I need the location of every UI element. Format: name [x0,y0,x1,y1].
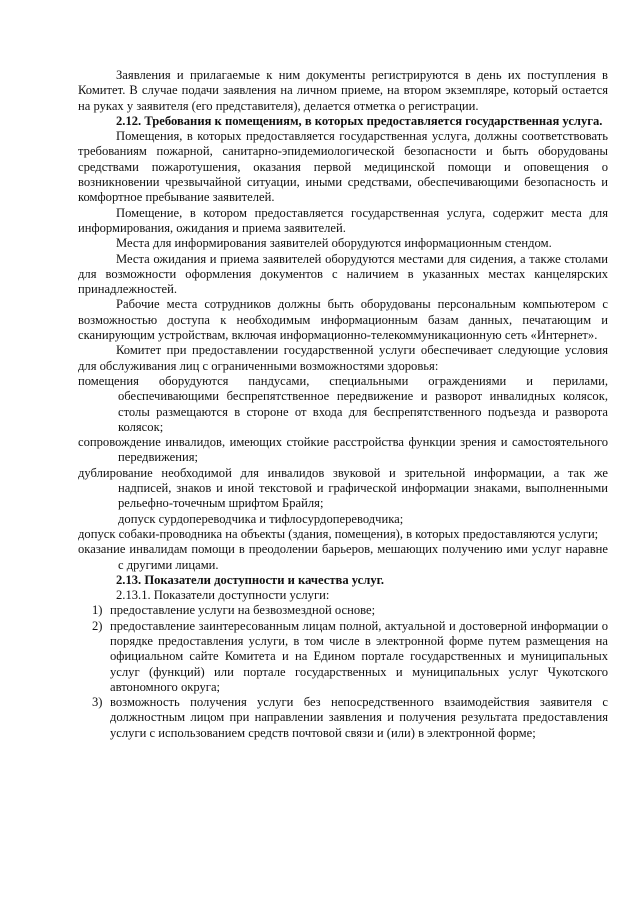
condition-braille: дублирование необходимой для инвалидов звуковой и зрительной информации, а так же надписей, знаков и иной текстовой и графической информации знаками, выполненными рельефно-точечным шрифтом Брайля; [78,465,608,511]
heading-2-12: 2.12. Требования к помещениям, в которых предоставляется государственная услуга. [116,113,603,128]
heading-2-13: 2.13. Показатели доступности и качества услуг. [116,572,385,587]
list-item [78,695,608,741]
condition-escort: сопровождение инвалидов, имеющих стойкие расстройства функции зрения и самостоятельного передвижения; [78,435,608,465]
paragraph-premises-requirements: Помещения, в которых предоставляется государственная услуга, должны соответствовать требованиям пожарной, санитарно-эпидемиологической безопасности и быть оборудованы средствами пожаротушения, оказания первой медицинской помощи и оповещения о возникновении чрезвычайной ситуации, иными средствами, обеспечивающими безопасность и комфортное пребывание заявителей. [78,129,608,205]
subheading-2-13-1: 2.13.1. Показатели доступности услуги: [116,588,330,603]
paragraph-workplaces: Рабочие места сотрудников должны быть оборудованы персональным компьютером с возможностью доступа к необходимым информационным базам данных, печатающим и сканирующим устройствам, включая информационно-телекоммуникационную сеть «Интернет». [78,297,608,343]
list-item-number: 3) [92,695,103,710]
paragraph-registration: Заявления и прилагаемые к ним документы регистрируются в день их поступления в Комитет. В случае подачи заявления на личном приеме, на втором экземпляре, который остается на руках у заявителя (его представителя), делается отметка о регистрации. [78,68,608,113]
list-item-text: предоставление заинтересованным лицам полной, актуальной и достоверной информации о порядке предоставления услуги, в том числе в электронной форме путем размещения на официальном сайте Комитета и на Едином портале государственных и муниципальных услуг (функций) или портале государственных и муниципальных услуг Чукотского автономного округа; [110,618,608,694]
paragraph-premises-places: Помещение, в котором предоставляется государственная услуга, содержит места для информирования, ожидания и приема заявителей. [78,205,608,235]
paragraph-disability-conditions: Комитет при предоставлении государственной услуги обеспечивает следующие условия для обслуживания лиц с ограниченными возможностями здоровья: [78,343,608,373]
condition-guide-dog: допуск собаки-проводника на объекты (здания, помещения), в которых предоставляются услуги; [78,526,599,541]
accessibility-indicators-list [78,603,608,741]
list-item-number: 2) [92,618,103,633]
list-item [78,603,608,618]
list-item-text: предоставление услуги на безвозмездной основе; [110,603,376,618]
condition-ramps: помещения оборудуются пандусами, специальными ограждениями и перилами, обеспечивающими беспрепятственное передвижение и разворот инвалидных колясок, столы размещаются в стороне от входа для беспрепятственного подъезда и разворота колясок; [78,373,608,434]
list-item [78,619,608,695]
document-body [78,68,608,741]
condition-assistance: оказание инвалидам помощи в преодолении барьеров, мешающих получению ими услуг наравне с другими лицами. [78,542,608,572]
condition-sign-interpreter: допуск сурдопереводчика и тифлосурдопереводчика; [118,511,404,526]
list-item-text: возможность получения услуги без непосредственного взаимодействия заявителя с должностным лицом при направлении заявления и получения результата предоставления услуги с использованием средств почтовой связи и (или) в электронной форме; [110,695,608,740]
paragraph-waiting-places: Места ожидания и приема заявителей оборудуются местами для сидения, а также столами для возможности оформления документов с наличием в указанных местах канцелярских принадлежностей. [78,251,608,297]
list-item-number: 1) [92,603,103,618]
paragraph-info-stand: Места для информирования заявителей оборудуются информационным стендом. [116,236,552,251]
